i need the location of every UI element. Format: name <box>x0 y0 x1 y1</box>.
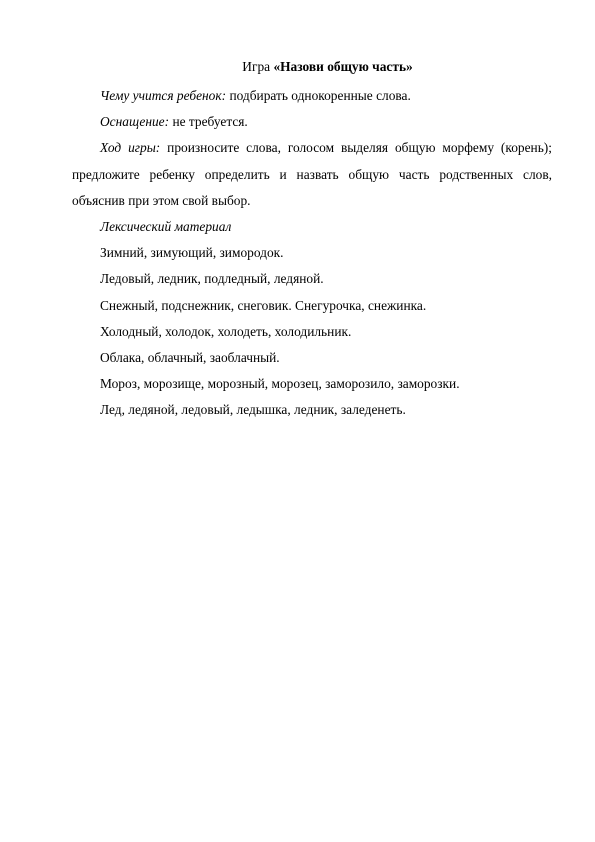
word-line: Ледовый, ледник, подледный, ледяной. <box>100 271 324 287</box>
paragraph-equipment <box>72 109 552 135</box>
section-heading: Лексический материал <box>100 219 232 235</box>
game-title <box>0 57 595 77</box>
word-line: Облака, облачный, заоблачный. <box>100 350 280 366</box>
document-body <box>72 83 552 424</box>
equipment-text: не требуется. <box>169 114 248 130</box>
game-procedure-text: произносите слова, голосом выделяя общую морфему (корень); предложите ребенку определить и назвать общую часть родственных слов, объяснив при этом свой выбор. <box>72 140 552 208</box>
word-line: Лед, ледяной, ледовый, ледышка, ледник, заледенеть. <box>100 402 406 418</box>
game-procedure-label: Ход игры: <box>100 140 161 156</box>
game-title-prefix: Игра <box>242 59 274 74</box>
paragraph-learning-goal <box>72 83 552 109</box>
paragraph-game-procedure <box>72 135 552 214</box>
learning-goal-text: подбирать однокоренные слова. <box>226 88 411 103</box>
word-line: Холодный, холодок, холодеть, холодильник. <box>100 323 352 339</box>
word-line: Мороз, морозище, морозный, морозец, заморозило, заморозки. <box>100 376 460 392</box>
equipment-label: Оснащение: <box>100 114 170 130</box>
word-line: Зимний, зимующий, зимородок. <box>100 245 284 261</box>
game-title-name: «Назови общую часть» <box>273 59 413 74</box>
learning-goal-label: Чему учится ребенок: <box>100 88 227 103</box>
word-line: Снежный, подснежник, снеговик. Снегурочка, снежинка. <box>100 297 427 313</box>
